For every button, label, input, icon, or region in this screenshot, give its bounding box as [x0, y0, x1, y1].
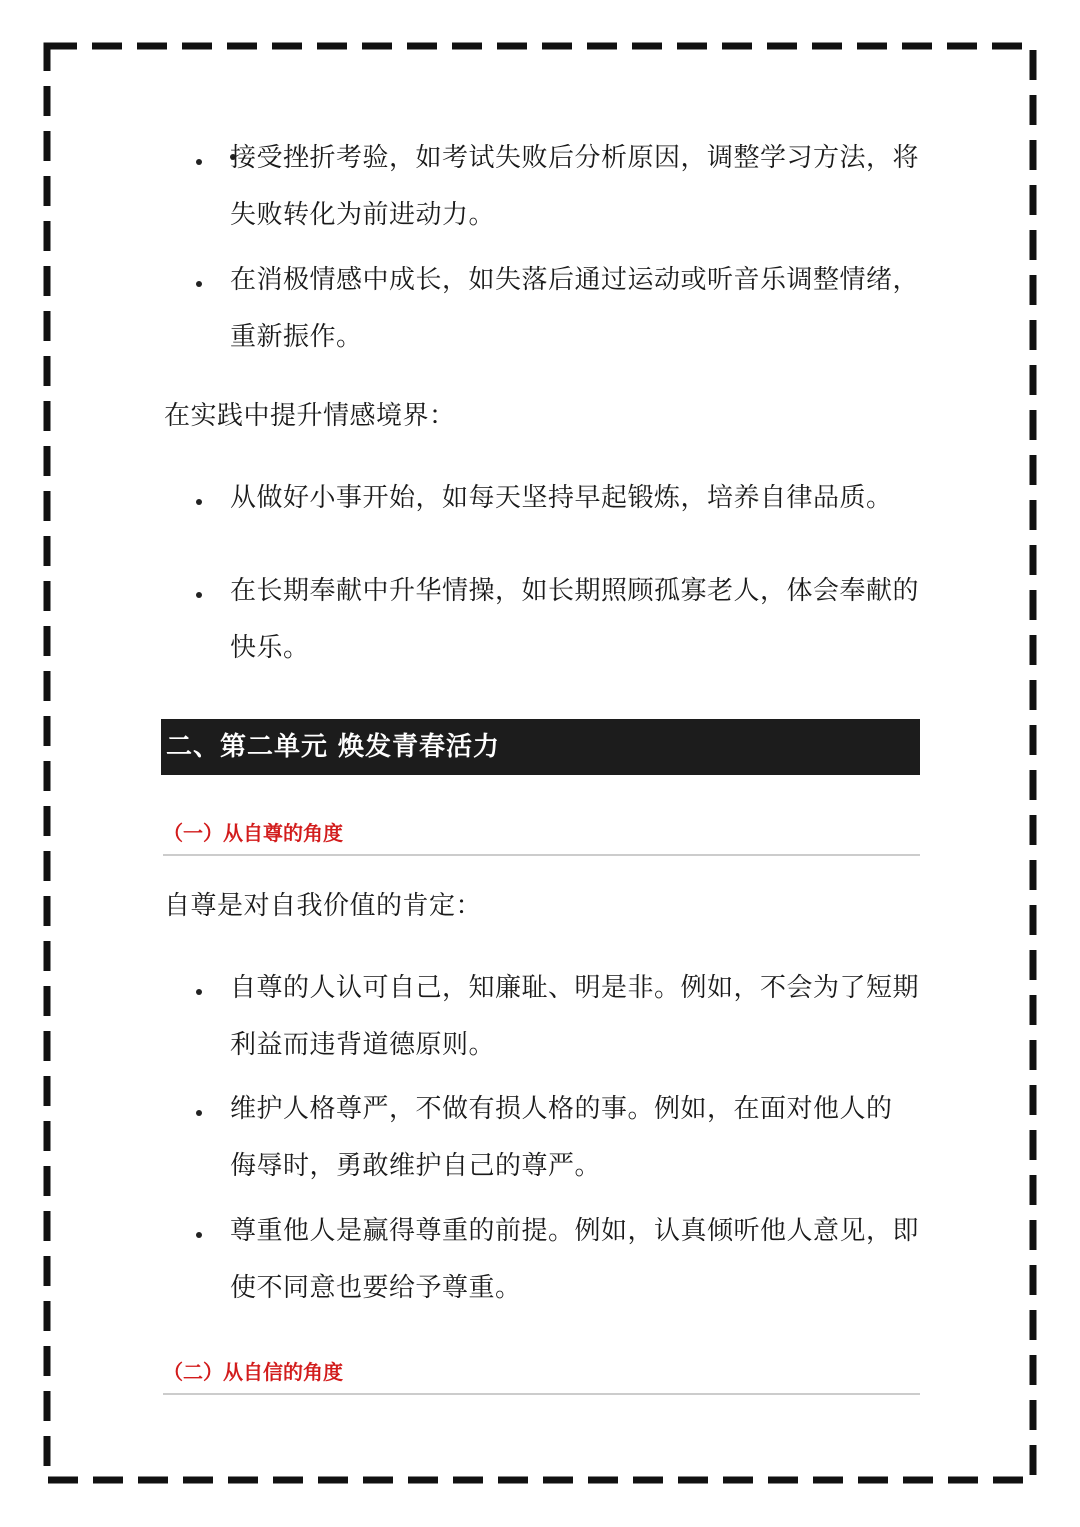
list-item-text: 自尊的人认可自己，知廉耻、明是非。例如，不会为了短期利益而违背道德原则。 — [230, 973, 920, 1060]
list-item-text: 从做好小事开始，如每天坚持早起锻炼，培养自律品质。 — [230, 483, 893, 513]
list-item-text: 尊重他人是赢得尊重的前提。例如，认真倾听他人意见，即使不同意也要给予尊重。 — [230, 1216, 920, 1303]
sub-heading-text: （一）从自尊的角度 — [163, 821, 343, 845]
list-item-text: 接受挫折考验，如考试失败后分析原因，调整学习方法，将失败转化为前进动力。 — [230, 143, 920, 230]
list-item-text: 维护人格尊严，不做有损人格的事。例如，在面对他人的侮辱时，勇敢维护自己的尊严。 — [230, 1094, 893, 1181]
paragraph: 在实践中提升情感境界： — [164, 401, 456, 431]
list-item-text: 在长期奉献中升华情操，如长期照顾孤寡老人，体会奉献的快乐。 — [230, 576, 920, 663]
bullet-dot — [196, 989, 202, 995]
sub-heading — [163, 1357, 920, 1395]
bullet-dot — [196, 1232, 202, 1238]
bullet-dot — [196, 592, 202, 598]
bullet-dot — [196, 1110, 202, 1116]
sub-heading-text: （二）从自信的角度 — [163, 1360, 343, 1384]
bullet-dot — [196, 281, 202, 287]
sub-heading — [163, 818, 920, 856]
bullet-dot — [196, 159, 202, 165]
bullet-dot — [196, 499, 202, 505]
list-item-text: 在消极情感中成长，如失落后通过运动或听音乐调整情绪，重新振作。 — [230, 265, 920, 352]
paragraph: 自尊是对自我价值的肯定： — [164, 891, 483, 921]
unit-title: 二、第二单元 焕发青春活力 — [166, 732, 501, 762]
unit-heading-bar — [161, 719, 920, 775]
